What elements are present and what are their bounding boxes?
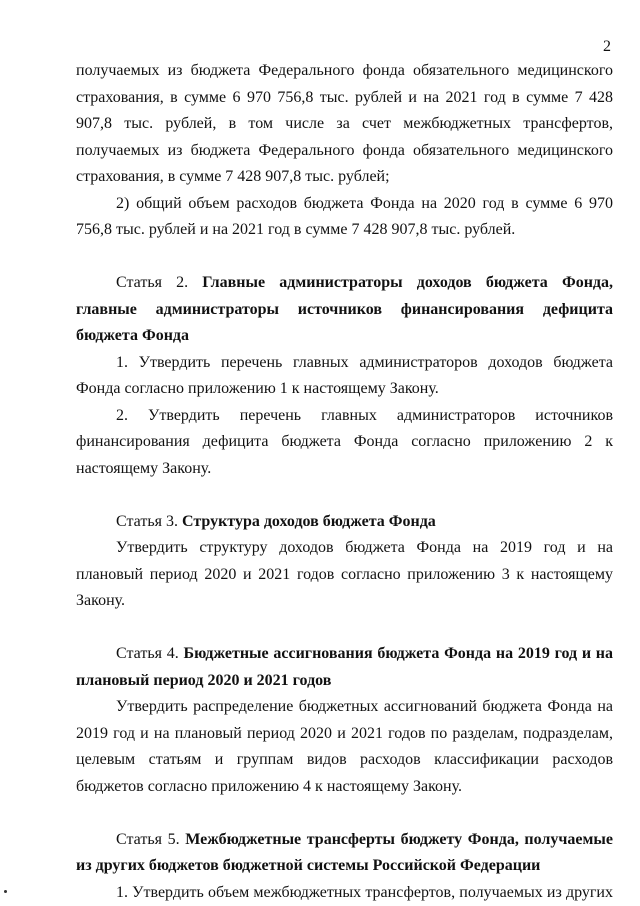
document-body [76,58,613,906]
article-2-paragraph-2-line-1: 2. Утвердить перечень главных администраторов источников [76,403,613,430]
paragraph-continuation: получаемых из бюджета Федерального фонда обязательного медицинского страхования, в сумме 6 970 756,8 тыс. рублей и на 2021 год в сумме 7 428 907,8 тыс. рублей, в том числе за счет межбюджетных трансфертов, получаемых из бюджета Федерального фонда обязательного медицинского страхования, в сумме 7 428 907,8 тыс. рублей; [76,58,613,191]
paragraph-total-expenses: 2) общий объем расходов бюджета Фонда на 2020 год в сумме 6 970 756,8 тыс. рублей и на 2021 год в сумме 7 428 907,8 тыс. рублей. [76,191,613,244]
article-4-heading [76,641,613,694]
article-4-title: Бюджетные ассигнования бюджета Фонда на 2019 год и на плановый период 2020 и 2021 годов [76,645,613,689]
article-3-title: Структура доходов бюджета Фонда [182,513,436,530]
article-2-heading [76,270,613,350]
article-3-prefix: Статья 3. [116,513,178,530]
article-2-paragraph-1: 1. Утвердить перечень главных администраторов доходов бюджета Фонда согласно приложению 1 к настоящему Закону. [76,350,613,403]
article-2-title: Главные администраторы доходов бюджета Фонда, главные администраторы источников финансирования дефицита бюджета Фонда [76,274,613,344]
page-number: 2 [603,38,611,56]
article-5-title: Межбюджетные трансферты бюджету Фонда, получаемые из других бюджетов бюджетной системы Российской Федерации [76,831,613,875]
scan-dot [4,890,7,893]
article-3-paragraph-1: Утвердить структуру доходов бюджета Фонда на 2019 год и на плановый период 2020 и 2021 годов согласно приложению 3 к настоящему Закону. [76,535,613,615]
article-5-heading [76,827,613,880]
article-5-prefix: Статья 5. [116,831,180,848]
article-2-prefix: Статья 2. [116,274,188,291]
article-4-prefix: Статья 4. [116,645,179,662]
article-2-paragraph-2-rest: финансирования дефицита бюджета Фонда согласно приложению 2 к настоящему Закону. [76,429,613,482]
article-5-paragraph-1: 1. Утвердить объем межбюджетных трансфертов, получаемых из других [76,880,613,906]
article-3-heading [76,509,613,536]
article-4-paragraph-1: Утвердить распределение бюджетных ассигнований бюджета Фонда на 2019 год и на плановый период 2020 и 2021 годов по разделам, подразделам, целевым статьям и группам видов расходов классификации расходов бюджетов согласно приложению 4 к настоящему Закону. [76,694,613,800]
